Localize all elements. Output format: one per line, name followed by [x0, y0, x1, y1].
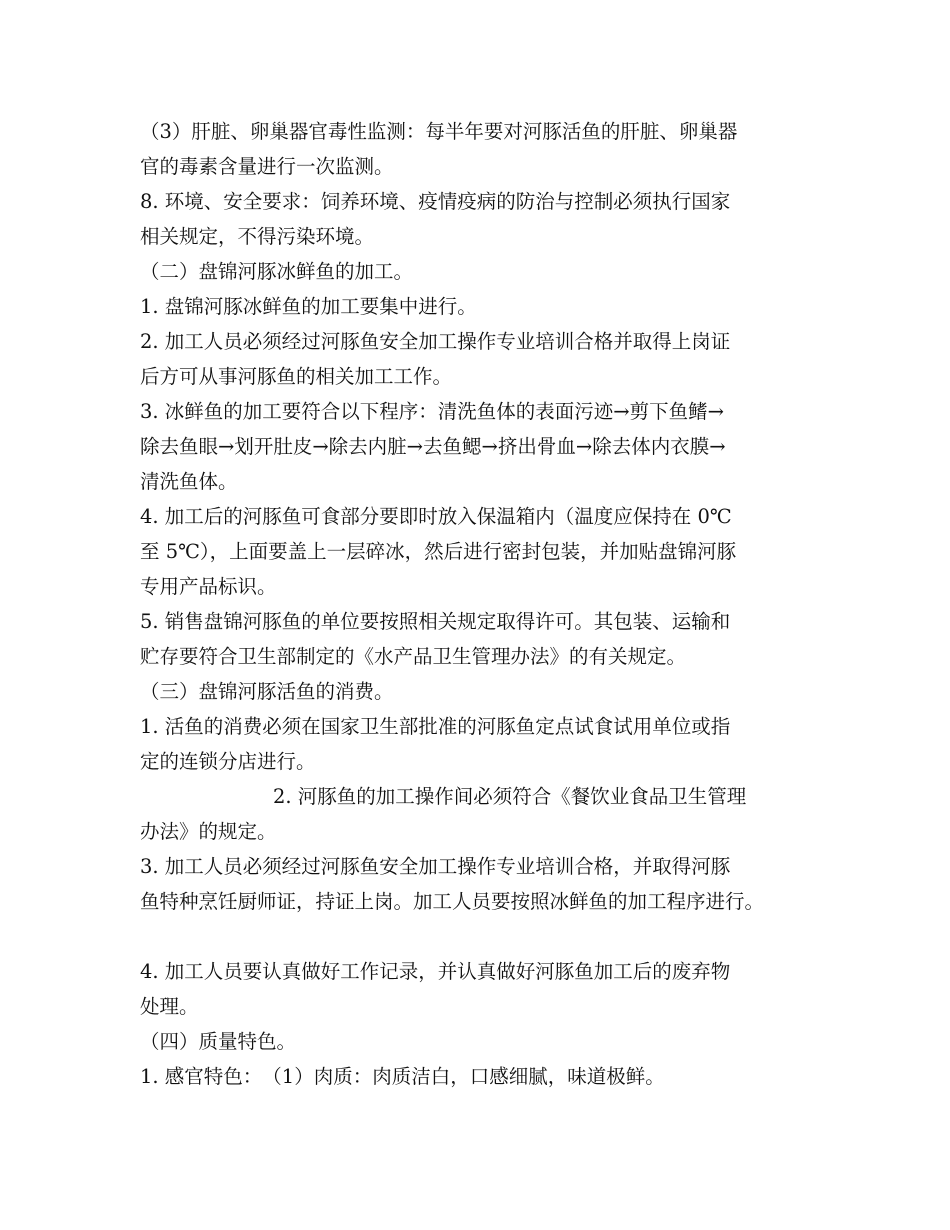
text-line: 3. 加工人员必须经过河豚鱼安全加工操作专业培训合格，并取得河豚 [140, 855, 731, 878]
text-line: 除去鱼眼→划开肚皮→除去内脏→去鱼鳃→挤出骨血→除去体内衣膜→ [140, 435, 726, 458]
text-line: 8. 环境、安全要求：饲养环境、疫情疫病的防治与控制必须执行国家 [140, 190, 731, 213]
section-heading: （二）盘锦河豚冰鲜鱼的加工。 [140, 260, 414, 283]
text-line: 3. 冰鲜鱼的加工要符合以下程序：清洗鱼体的表面污迹→剪下鱼鳍→ [140, 400, 724, 423]
text-line: 至 5℃），上面要盖上一层碎冰，然后进行密封包装，并加贴盘锦河豚 [140, 540, 737, 563]
document-body [140, 114, 830, 1094]
text-line: 贮存要符合卫生部制定的《水产品卫生管理办法》的有关规定。 [140, 645, 687, 668]
text-line: 1. 盘锦河豚冰鲜鱼的加工要集中进行。 [140, 295, 477, 318]
text-line: 相关规定，不得污染环境。 [140, 225, 375, 248]
text-line: 5. 销售盘锦河豚鱼的单位要按照相关规定取得许可。其包装、运输和 [140, 610, 731, 633]
text-line: 办法》的规定。 [140, 820, 277, 843]
section-heading: （四）质量特色。 [140, 1030, 297, 1053]
text-line: 4. 加工人员要认真做好工作记录，并认真做好河豚鱼加工后的废弃物 [140, 960, 731, 983]
text-line: 2. 河豚鱼的加工操作间必须符合《餐饮业食品卫生管理 [273, 785, 747, 808]
text-line: 鱼特种烹饪厨师证，持证上岗。加工人员要按照冰鲜鱼的加工程序进行。 [140, 890, 765, 913]
text-line: 处理。 [140, 995, 199, 1018]
text-line: 专用产品标识。 [140, 575, 277, 598]
text-line: 4. 加工后的河豚鱼可食部分要即时放入保温箱内（温度应保持在 0℃ [140, 505, 732, 528]
blank-line [140, 919, 830, 954]
text-line: （3）肝脏、卵巢器官毒性监测：每半年要对河豚活鱼的肝脏、卵巢器 [140, 120, 738, 143]
text-line: 定的连锁分店进行。 [140, 750, 316, 773]
text-line: 1. 感官特色： （1）肉质：肉质洁白，口感细腻，味道极鲜。 [140, 1065, 665, 1088]
text-line: 官的毒素含量进行一次监测。 [140, 155, 394, 178]
section-heading: （三）盘锦河豚活鱼的消费。 [140, 680, 394, 703]
text-line: 后方可从事河豚鱼的相关加工工作。 [140, 365, 453, 388]
text-line: 清洗鱼体。 [140, 470, 238, 493]
text-line: 2. 加工人员必须经过河豚鱼安全加工操作专业培训合格并取得上岗证 [140, 330, 731, 353]
text-line: 1. 活鱼的消费必须在国家卫生部批准的河豚鱼定点试食试用单位或指 [140, 715, 731, 738]
